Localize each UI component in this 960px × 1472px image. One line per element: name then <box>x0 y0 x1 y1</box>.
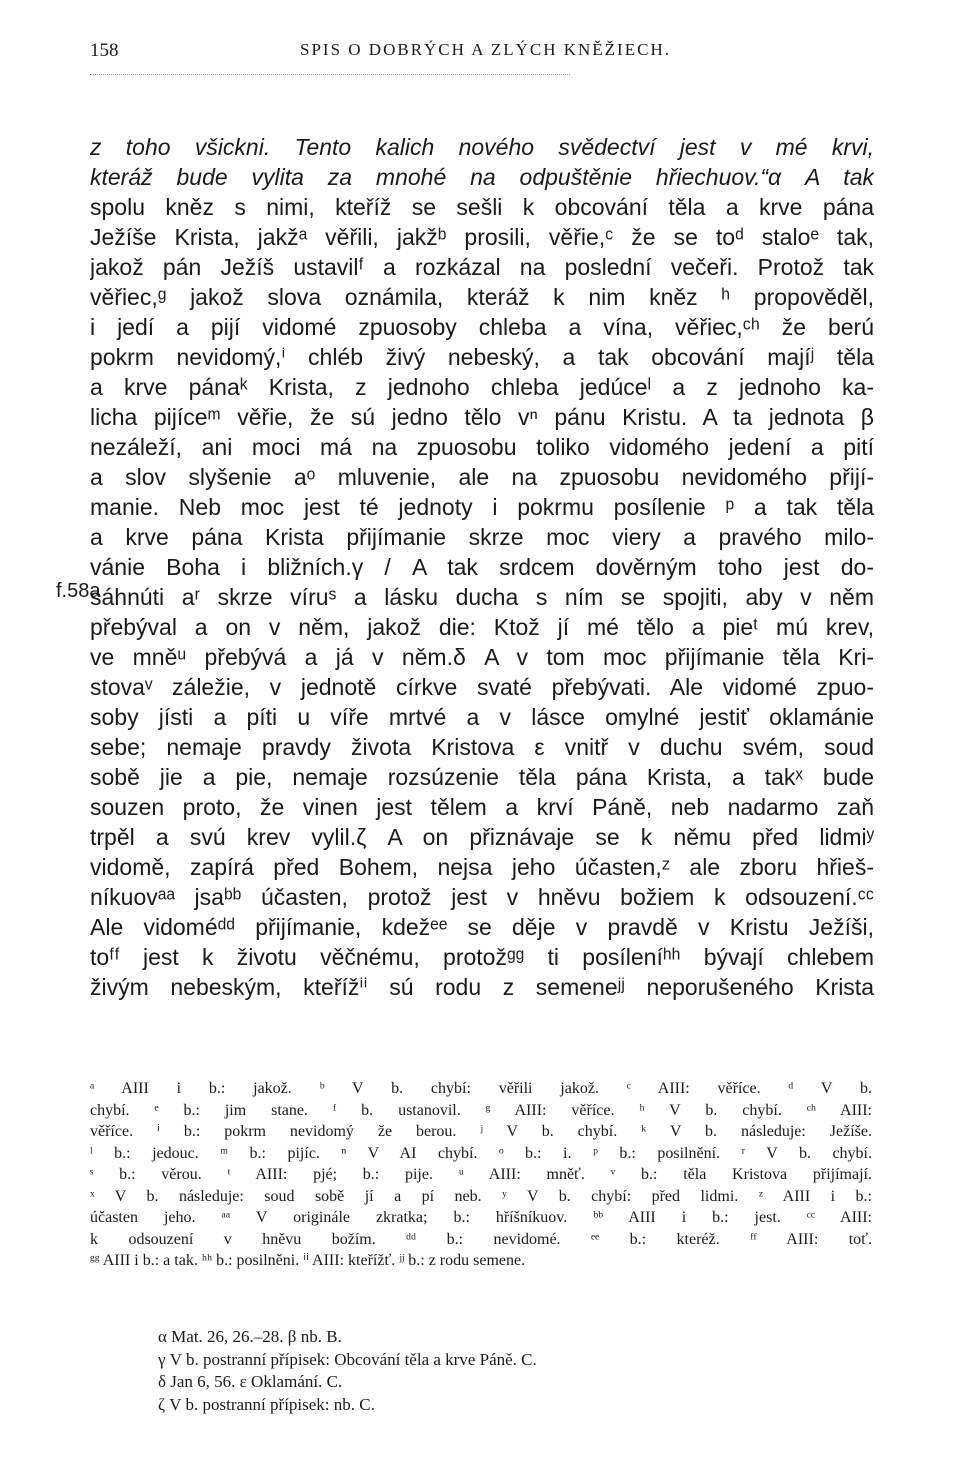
text-line: nezáleží, ani moci má na zpuosobu toliko vidomého jedení a pití <box>90 434 874 460</box>
text-line: Ježíše Krista, jakžᵃ věřili, jakžᵇ prosili, věřie,ᶜ že se toᵈ staloᵉ tak, <box>90 224 874 250</box>
text-line: sáhnúti aʳ skrze víruˢ a lásku ducha s ním se spojiti, aby v něm <box>90 584 874 610</box>
margin-folio-note: f.58a <box>56 580 101 602</box>
text-line: a krve pána Krista přijímanie skrze moc viery a pravého milo- <box>90 524 874 550</box>
note-line: γ V b. postranní přípisek: Obcování těla a krve Páně. C. <box>158 1349 537 1369</box>
text-line: toᶠᶠ jest k životu věčnému, protožᵍᵍ ti posíleníʰʰ bývají chlebem <box>90 944 874 970</box>
text-line: trpěl a svú krev vylil.ζ A on přiznávaje se k němu před lidmiʸ <box>90 824 874 850</box>
text-line: manie. Neb moc jest té jednoty i pokrmu posíleniе ᵖ a tak těla <box>90 494 874 520</box>
note-line: α Mat. 26, 26.–28. β nb. B. <box>158 1327 342 1346</box>
footnote-line: věříce. ⁱ b.: pokrm nevidomý že berou. ʲ V b. chybí. ᵏ V b. následuje: Ježíše. <box>90 1123 872 1140</box>
text-line: věřiec,ᵍ jakož slova oznámila, kteráž k nim kněz ʰ propověděl, <box>90 284 874 310</box>
text-line: a krve pánaᵏ Krista, z jednoho chleba jedúceˡ a z jednoho ka- <box>90 374 874 400</box>
text-line: níkuovᵃᵃ jsaᵇᵇ účasten, protož jest v hněvu božiem k odsouzení.ᶜᶜ <box>90 884 874 910</box>
main-text <box>90 132 874 1002</box>
text-line: soby jísti a píti u víře mrtvé a v lásce omylné jestiť oklamánie <box>90 704 874 730</box>
header-rule <box>90 74 570 75</box>
text-line: spolu kněz s nimi, kteříž se sešli k obcování těla a krve pána <box>90 194 874 220</box>
text-line: a slov slyšenie aᵒ mluvenie, ale na zpuosobu nevidomého přijí- <box>90 464 874 490</box>
footnote-line: ᵃ AIII i b.: jakož. ᵇ V b. chybí: věřili jakož. ᶜ AIII: věříce. ᵈ V b. <box>90 1080 872 1097</box>
textual-footnotes <box>90 1078 872 1272</box>
page-number: 158 <box>90 40 119 61</box>
footnote-line: ˣ V b. následuje: soud sobě jí a pí neb. ʸ V b. chybí: před lidmi. ᶻ AIII i b.: <box>90 1187 872 1205</box>
footnote-line: chybí. ᵉ b.: jim stane. ᶠ b. ustanovil. ᵍ AIII: věříce. ʰ V b. chybí. ᶜʰ AIII: <box>90 1101 872 1119</box>
page-header <box>90 40 880 70</box>
footnote-line: ˡ b.: jedouc. ᵐ b.: pijíc. ⁿ V AI chybí. ᵒ b.: i. ᵖ b.: posilnění. ʳ V b. chybí. <box>90 1144 872 1162</box>
text-line: i jedí a pijí vidomé zpuosoby chleba a vína, věřiec,ᶜʰ že berú <box>90 314 874 340</box>
text-line: jakož pán Ježíš ustavilᶠ a rozkázal na poslední večeři. Protož tak <box>90 254 874 280</box>
text-line: živým nebeským, kteřížⁱⁱ sú rodu z semeneʲʲ neporušeného Krista <box>90 974 874 1000</box>
text-line: souzen proto, že vinen jest tělem a krví Páně, neb nadarmo zaň <box>90 794 874 820</box>
text-line: vánie Boha i bližních.γ / A tak srdcem dověrným toho jest do- <box>90 554 874 580</box>
text-line: přebýval a on v něm, jakož die: Ktož jí mé tělo a pieᵗ mú krev, <box>90 614 874 640</box>
text-line: kteráž bude vylita za mnohé na odpuštěnie hřiechuov.“α A tak <box>90 164 874 190</box>
text-line: sebe; nemaje pravdy života Kristova ε vnitř v duchu svém, soud <box>90 734 874 760</box>
note-line: ζ V b. postranní přípisek: nb. C. <box>158 1394 375 1414</box>
text-line: licha pijíceᵐ věřie, že sú jedno tělo vⁿ pánu Kristu. A ta jednota β <box>90 404 874 430</box>
text-line: z toho všickni. Tento kalich nového svědectví jest v mé krvi, <box>90 134 874 160</box>
text-line: stovaᵛ záležie, v jednotě církve svaté přebývati. Ale vidomé zpuo- <box>90 674 874 700</box>
footnote-line: ˢ b.: věrou. ᵗ AIII: pjé; b.: pije. ᵘ AIII: mněť. ᵛ b.: těla Kristova přijímají. <box>90 1166 872 1183</box>
text-line: ve mněᵘ přebývá a já v něm.δ A v tom moc přijímanie těla Kri- <box>90 644 874 670</box>
text-line: sobě jie a pie, nemaje rozsúzenie těla pána Krista, a takˣ bude <box>90 764 874 790</box>
running-title: SPIS O DOBRÝCH A ZLÝCH KNĚŽIECH. <box>300 40 671 59</box>
text-line: pokrm nevidomý,ⁱ chléb živý nebeský, a tak obcování majíʲ těla <box>90 344 874 370</box>
text-line: Ale vidoméᵈᵈ přijímanie, kdežᵉᵉ se děje v pravdě v Kristu Ježíši, <box>90 914 874 940</box>
text-line: vidomě, zapírá před Bohem, nejsa jeho účasten,ᶻ ale zboru hřieš- <box>90 854 874 880</box>
source-notes <box>158 1326 858 1416</box>
note-line: δ Jan 6, 56. ε Oklamání. C. <box>158 1372 343 1391</box>
footnote-line: účasten jeho. ᵃᵃ V originále zkratka; b.: hříšníkuov. ᵇᵇ AIII i b.: jest. ᶜᶜ AIII: <box>90 1209 872 1226</box>
footnote-line: k odsouzení v hněvu božím. ᵈᵈ b.: nevidomé. ᵉᵉ b.: kteréž. ᶠᶠ AIII: toť. <box>90 1230 872 1248</box>
footnote-line: ᵍᵍ AIII i b.: a tak. ʰʰ b.: posilněni. ⁱⁱ AIII: kteřížť. ʲʲ b.: z rodu semene. <box>90 1252 526 1269</box>
